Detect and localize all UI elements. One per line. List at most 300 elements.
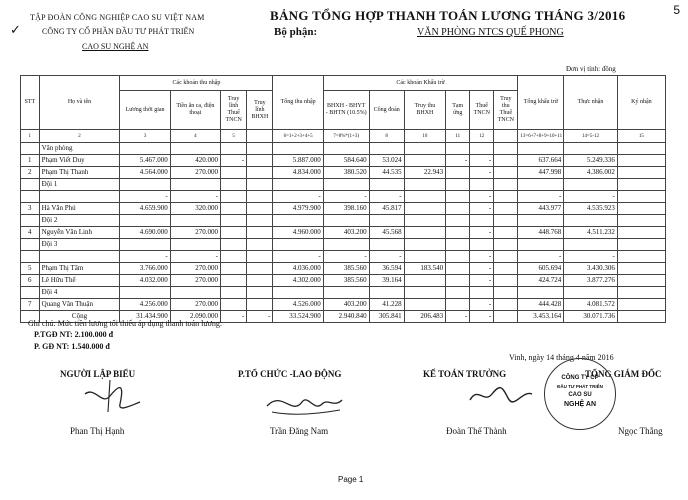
cell-name: Phạm Viết Duy xyxy=(39,155,120,167)
cell-signature xyxy=(617,263,665,275)
signer-title-3: KẾ TOÁN TRƯỞNG xyxy=(423,369,507,379)
cell-cd: 53.024 xyxy=(369,155,404,167)
cell-signature xyxy=(617,299,665,311)
empty-cell xyxy=(120,239,170,251)
empty-cell xyxy=(170,215,220,227)
table-row xyxy=(21,191,666,203)
index-cell: 6=1+2+3+4+5 xyxy=(273,130,323,143)
cell-tt xyxy=(404,155,446,167)
header-back-insurance: Truy lĩnh BHXH xyxy=(247,91,273,130)
cell-name xyxy=(39,251,120,263)
cell-tong: 5.887.000 xyxy=(273,155,323,167)
empty-cell xyxy=(518,215,564,227)
cell-thue: - xyxy=(470,275,494,287)
header-deduction-group: Các khoản Khấu trừ xyxy=(323,76,518,91)
cell-t1 xyxy=(221,263,247,275)
cell-stt: 1 xyxy=(21,155,40,167)
cell-tt xyxy=(404,191,446,203)
cell-tu xyxy=(446,191,470,203)
cell-name: Phạm Thị Tâm xyxy=(39,263,120,275)
cell-luong: 4.256.000 xyxy=(120,299,170,311)
empty-cell xyxy=(221,215,247,227)
cell-name: Quang Văn Thuận xyxy=(39,299,120,311)
cell-t1 xyxy=(221,167,247,179)
index-row xyxy=(21,130,666,143)
empty-cell xyxy=(369,215,404,227)
cell-signature xyxy=(617,167,665,179)
header-total-deduction: Tổng khấu trừ xyxy=(518,76,564,130)
index-cell: 3 xyxy=(120,130,170,143)
cell-tu xyxy=(446,299,470,311)
cell-an: 270.000 xyxy=(170,167,220,179)
empty-cell xyxy=(564,287,618,299)
cell-kt: 424.724 xyxy=(518,275,564,287)
cell-bhxh: 385.560 xyxy=(323,263,369,275)
empty-cell xyxy=(564,215,618,227)
empty-cell xyxy=(323,179,369,191)
empty-cell xyxy=(247,143,273,155)
cell-stt xyxy=(21,179,40,191)
cell-tt xyxy=(404,227,446,239)
header-insurance: BHXH - BHYT - BHTN (10.5%) xyxy=(323,91,369,130)
empty-cell xyxy=(470,143,494,155)
cell-kt: - xyxy=(518,251,564,263)
total-t2: - xyxy=(247,311,273,323)
cell-name xyxy=(39,191,120,203)
cell-t1: - xyxy=(221,155,247,167)
empty-cell xyxy=(404,179,446,191)
index-cell: 12 xyxy=(470,130,494,143)
empty-cell xyxy=(120,143,170,155)
empty-cell xyxy=(470,287,494,299)
index-cell: 8 xyxy=(369,130,404,143)
handwritten-signature-3 xyxy=(466,380,536,410)
header-income-tax: Thuế TNCN xyxy=(470,91,494,130)
cell-tn: 3.877.276 xyxy=(564,275,618,287)
cell-signature xyxy=(617,251,665,263)
payroll-table xyxy=(20,75,666,323)
cell-signature xyxy=(617,191,665,203)
cell-tong: 4.960.000 xyxy=(273,227,323,239)
cell-luong: 4.690.000 xyxy=(120,227,170,239)
cell-bhxh: - xyxy=(323,191,369,203)
cell-tt xyxy=(404,299,446,311)
cell-tt: 183.540 xyxy=(404,263,446,275)
index-cell xyxy=(494,130,518,143)
cell-bhxh: 403.200 xyxy=(323,227,369,239)
empty-cell xyxy=(273,179,323,191)
cell-t2 xyxy=(247,263,273,275)
empty-cell xyxy=(617,179,665,191)
page-corner-number: 5 xyxy=(673,3,680,17)
cell-bhxh: 398.160 xyxy=(323,203,369,215)
cell-an: 270.000 xyxy=(170,227,220,239)
department-label: Bộ phận: xyxy=(274,26,318,38)
unit-label: Đơn vị tính: đồng xyxy=(566,65,616,73)
cell-bhxh: - xyxy=(323,251,369,263)
cell-signature xyxy=(617,155,665,167)
cell-kt: 443.977 xyxy=(518,203,564,215)
table-row xyxy=(21,275,666,287)
empty-cell xyxy=(518,143,564,155)
cell-luong: - xyxy=(120,251,170,263)
empty-cell xyxy=(404,143,446,155)
cell-stt xyxy=(21,239,40,251)
index-cell: 14=5-12 xyxy=(564,130,618,143)
empty-cell xyxy=(170,287,220,299)
empty-cell xyxy=(369,143,404,155)
cell-bhxh: 385.560 xyxy=(323,275,369,287)
total-tu: - xyxy=(446,311,470,323)
header-tax-recovery: Truy thu Thuế TNCN xyxy=(494,91,518,130)
cell-name: Lê Hữu Thể xyxy=(39,275,120,287)
table-row xyxy=(21,263,666,275)
note-deputy-manager: P. GĐ NT: 1.540.000 đ xyxy=(34,342,110,351)
empty-cell xyxy=(221,287,247,299)
cell-thue: - xyxy=(470,299,494,311)
cell-cd: 36.594 xyxy=(369,263,404,275)
empty-cell xyxy=(221,239,247,251)
cell-t2 xyxy=(247,227,273,239)
empty-cell xyxy=(369,239,404,251)
cell-tu xyxy=(446,167,470,179)
note-deputy-director: P.TGĐ NT: 2.100.000 đ xyxy=(34,330,114,339)
empty-cell xyxy=(494,179,518,191)
cell-bhxh: 403.200 xyxy=(323,299,369,311)
cell-kt: 447.998 xyxy=(518,167,564,179)
cell-tu xyxy=(446,203,470,215)
cell-luong: 4.659.900 xyxy=(120,203,170,215)
empty-cell xyxy=(617,215,665,227)
cell-luong: 3.766.000 xyxy=(120,263,170,275)
cell-t2 xyxy=(247,191,273,203)
cell-t1 xyxy=(221,275,247,287)
cell-an: 320.000 xyxy=(170,203,220,215)
total-kt: 3.453.164 xyxy=(518,311,564,323)
index-cell: 10 xyxy=(404,130,446,143)
cell-tn: - xyxy=(564,251,618,263)
empty-cell xyxy=(170,143,220,155)
empty-cell xyxy=(404,287,446,299)
cell-t1 xyxy=(221,251,247,263)
cell-tu xyxy=(446,227,470,239)
cell-name: Nguyễn Văn Linh xyxy=(39,227,120,239)
empty-cell xyxy=(369,287,404,299)
header-total-income: Tổng thu nhập xyxy=(273,76,323,130)
header-stt: STT xyxy=(21,76,40,130)
empty-cell xyxy=(564,143,618,155)
group-name: Văn phòng xyxy=(39,143,120,155)
cell-ttt xyxy=(494,299,518,311)
cell-thue: - xyxy=(470,191,494,203)
empty-cell xyxy=(120,287,170,299)
group-row xyxy=(21,179,666,191)
org-line-2: CÔNG TY CỔ PHẦN ĐẦU TƯ PHÁT TRIỂN xyxy=(42,27,195,36)
cell-ttt xyxy=(494,191,518,203)
cell-cd: 45.568 xyxy=(369,227,404,239)
empty-cell xyxy=(617,143,665,155)
cell-stt xyxy=(21,143,40,155)
empty-cell xyxy=(470,179,494,191)
cell-thue: - xyxy=(470,203,494,215)
cell-kt: 444.428 xyxy=(518,299,564,311)
cell-tt xyxy=(404,275,446,287)
empty-cell xyxy=(446,215,470,227)
cell-ttt xyxy=(494,167,518,179)
empty-cell xyxy=(617,239,665,251)
cell-tn: 4.386.002 xyxy=(564,167,618,179)
empty-cell xyxy=(273,287,323,299)
cell-tn: 4.511.232 xyxy=(564,227,618,239)
cell-tong: 4.036.000 xyxy=(273,263,323,275)
index-cell: 2 xyxy=(39,130,120,143)
empty-cell xyxy=(564,239,618,251)
cell-stt xyxy=(21,287,40,299)
cell-tt xyxy=(404,251,446,263)
cell-ttt xyxy=(494,263,518,275)
cell-an: 270.000 xyxy=(170,263,220,275)
group-name: Đội 2 xyxy=(39,215,120,227)
empty-cell xyxy=(247,215,273,227)
cell-an: 270.000 xyxy=(170,299,220,311)
cell-stt: 3 xyxy=(21,203,40,215)
table-row xyxy=(21,203,666,215)
cell-bhxh: 584.640 xyxy=(323,155,369,167)
check-mark-icon: ✓ xyxy=(10,22,21,37)
cell-stt: 2 xyxy=(21,167,40,179)
cell-tt: 22.943 xyxy=(404,167,446,179)
cell-tong: 4.979.900 xyxy=(273,203,323,215)
empty-cell xyxy=(323,215,369,227)
empty-cell xyxy=(247,287,273,299)
org-line-1: TẬP ĐOÀN CÔNG NGHIỆP CAO SU VIỆT NAM xyxy=(30,13,205,22)
company-seal xyxy=(544,358,616,430)
handwritten-signature-2 xyxy=(262,386,347,420)
cell-signature xyxy=(617,275,665,287)
header-net-pay: Thực nhận xyxy=(564,76,618,130)
cell-luong: - xyxy=(120,191,170,203)
header-income-group: Các khoản thu nhập xyxy=(120,76,273,91)
org-line-3: CAO SU NGHỆ AN xyxy=(82,42,149,51)
group-row xyxy=(21,239,666,251)
empty-cell xyxy=(494,143,518,155)
cell-luong: 4.032.000 xyxy=(120,275,170,287)
header-name: Họ và tên xyxy=(39,76,120,130)
cell-t1 xyxy=(221,203,247,215)
group-name: Đội 4 xyxy=(39,287,120,299)
cell-signature xyxy=(617,203,665,215)
cell-cd: 41.228 xyxy=(369,299,404,311)
header-insurance-recovery: Truy thu BHXH xyxy=(404,91,446,130)
cell-t2 xyxy=(247,275,273,287)
cell-kt: - xyxy=(518,191,564,203)
cell-signature xyxy=(617,227,665,239)
empty-cell xyxy=(369,179,404,191)
signer-title-4: TỔNG GIÁM ĐỐC xyxy=(585,369,662,379)
cell-stt xyxy=(21,215,40,227)
empty-cell xyxy=(446,179,470,191)
cell-name: Phạm Thị Thanh xyxy=(39,167,120,179)
cell-t2 xyxy=(247,299,273,311)
empty-cell xyxy=(446,239,470,251)
empty-cell xyxy=(323,143,369,155)
seal-line-2: ĐẦU TƯ PHÁT TRIỂN xyxy=(557,384,603,389)
empty-cell xyxy=(273,215,323,227)
cell-an: - xyxy=(170,251,220,263)
table-row xyxy=(21,299,666,311)
header-salary: Lương thời gian xyxy=(120,91,170,130)
header-union: Công đoàn xyxy=(369,91,404,130)
empty-cell xyxy=(404,239,446,251)
cell-thue: - xyxy=(470,251,494,263)
cell-tu: - xyxy=(446,155,470,167)
empty-cell xyxy=(518,179,564,191)
empty-cell xyxy=(120,179,170,191)
cell-tn: 4.535.923 xyxy=(564,203,618,215)
cell-ttt xyxy=(494,155,518,167)
empty-cell xyxy=(221,143,247,155)
header-meal-phone: Tiền ăn ca, điện thoại xyxy=(170,91,220,130)
cell-name: Hà Văn Phú xyxy=(39,203,120,215)
cell-thue: - xyxy=(470,155,494,167)
header-advance: Tạm ứng xyxy=(446,91,470,130)
table-row xyxy=(21,155,666,167)
total-cd: 305.841 xyxy=(369,311,404,323)
index-cell: 1 xyxy=(21,130,40,143)
empty-cell xyxy=(564,179,618,191)
seal-line-4: NGHỆ AN xyxy=(563,401,597,408)
cell-luong: 5.467.000 xyxy=(120,155,170,167)
group-name: Đội 3 xyxy=(39,239,120,251)
cell-bhxh: 380.520 xyxy=(323,167,369,179)
index-cell: 11 xyxy=(446,130,470,143)
index-cell: 15 xyxy=(617,130,665,143)
index-cell: 13=6+7+8+9+10+11 xyxy=(518,130,564,143)
cell-ttt xyxy=(494,275,518,287)
table-row xyxy=(21,167,666,179)
cell-tu xyxy=(446,251,470,263)
note-text: Ghi chú: Mức tiền lương tối thiểu áp dụng thanh toán lương: xyxy=(28,319,223,328)
empty-cell xyxy=(518,239,564,251)
empty-cell xyxy=(273,239,323,251)
total-luong: 31.434.900 xyxy=(120,311,170,323)
cell-tong: - xyxy=(273,191,323,203)
cell-t1 xyxy=(221,299,247,311)
cell-an: 270.000 xyxy=(170,275,220,287)
seal-line-3: CAO SU xyxy=(568,392,592,398)
index-cell: 7=8%*(1+3) xyxy=(323,130,369,143)
cell-kt: 605.694 xyxy=(518,263,564,275)
cell-tong: 4.302.000 xyxy=(273,275,323,287)
cell-stt: 7 xyxy=(21,299,40,311)
total-tn: 30.071.736 xyxy=(564,311,618,323)
group-name: Đội 1 xyxy=(39,179,120,191)
signer-name-4: Ngọc Thắng xyxy=(618,426,663,436)
date-line: Vinh, ngày 14 tháng 4 năm 2016 xyxy=(509,353,614,362)
header-back-tax: Truy lĩnh Thuế TNCN xyxy=(221,91,247,130)
cell-tn: 3.430.306 xyxy=(564,263,618,275)
cell-thue: - xyxy=(470,167,494,179)
page-number: Page 1 xyxy=(338,475,364,484)
total-an: 2.090.000 xyxy=(170,311,220,323)
cell-tong: 4.526.000 xyxy=(273,299,323,311)
empty-cell xyxy=(518,287,564,299)
cell-t2 xyxy=(247,251,273,263)
cell-stt: 5 xyxy=(21,263,40,275)
empty-cell xyxy=(247,179,273,191)
total-tt: 206.483 xyxy=(404,311,446,323)
cell-an: - xyxy=(170,191,220,203)
cell-signature xyxy=(617,311,665,323)
cell-stt: 6 xyxy=(21,275,40,287)
seal-line-1: CÔNG TY CP xyxy=(561,375,599,381)
empty-cell xyxy=(221,179,247,191)
empty-cell xyxy=(494,287,518,299)
cell-tn: 4.081.572 xyxy=(564,299,618,311)
signer-name-3: Đoàn Thế Thành xyxy=(446,426,507,436)
cell-tn: - xyxy=(564,191,618,203)
total-t1: - xyxy=(221,311,247,323)
empty-cell xyxy=(494,239,518,251)
cell-cd: 45.817 xyxy=(369,203,404,215)
empty-cell xyxy=(494,215,518,227)
cell-cd: 39.164 xyxy=(369,275,404,287)
group-row xyxy=(21,287,666,299)
signer-name-1: Phan Thị Hạnh xyxy=(70,426,125,436)
empty-cell xyxy=(120,215,170,227)
cell-tt xyxy=(404,203,446,215)
department-value: VĂN PHÒNG NTCS QUẾ PHONG xyxy=(417,27,564,38)
empty-cell xyxy=(446,287,470,299)
empty-cell xyxy=(470,215,494,227)
cell-t2 xyxy=(247,203,273,215)
cell-tn: 5.249.336 xyxy=(564,155,618,167)
cell-tu xyxy=(446,275,470,287)
cell-luong: 4.564.000 xyxy=(120,167,170,179)
table-row xyxy=(21,227,666,239)
signer-title-2: P.TỔ CHỨC -LAO ĐỘNG xyxy=(238,369,342,379)
handwritten-signature-1 xyxy=(80,376,150,416)
empty-cell xyxy=(273,143,323,155)
cell-cd: 44.535 xyxy=(369,167,404,179)
total-thue: - xyxy=(470,311,494,323)
cell-stt xyxy=(21,191,40,203)
header-signature: Ký nhận xyxy=(617,76,665,130)
group-row xyxy=(21,215,666,227)
empty-cell xyxy=(170,239,220,251)
cell-ttt xyxy=(494,227,518,239)
total-tong: 33.524.900 xyxy=(273,311,323,323)
table-row xyxy=(21,251,666,263)
group-row xyxy=(21,143,666,155)
cell-cd: - xyxy=(369,191,404,203)
cell-ttt xyxy=(494,203,518,215)
empty-cell xyxy=(617,287,665,299)
empty-cell xyxy=(470,239,494,251)
cell-kt: 637.664 xyxy=(518,155,564,167)
total-ttt xyxy=(494,311,518,323)
cell-kt: 448.768 xyxy=(518,227,564,239)
cell-cd: - xyxy=(369,251,404,263)
signer-title-1: NGƯỜI LẬP BIỂU xyxy=(60,369,136,379)
cell-t2 xyxy=(247,167,273,179)
cell-t2 xyxy=(247,155,273,167)
empty-cell xyxy=(247,239,273,251)
cell-t1 xyxy=(221,227,247,239)
cell-tong: 4.834.000 xyxy=(273,167,323,179)
cell-stt: 4 xyxy=(21,227,40,239)
index-cell: 4 xyxy=(170,130,220,143)
